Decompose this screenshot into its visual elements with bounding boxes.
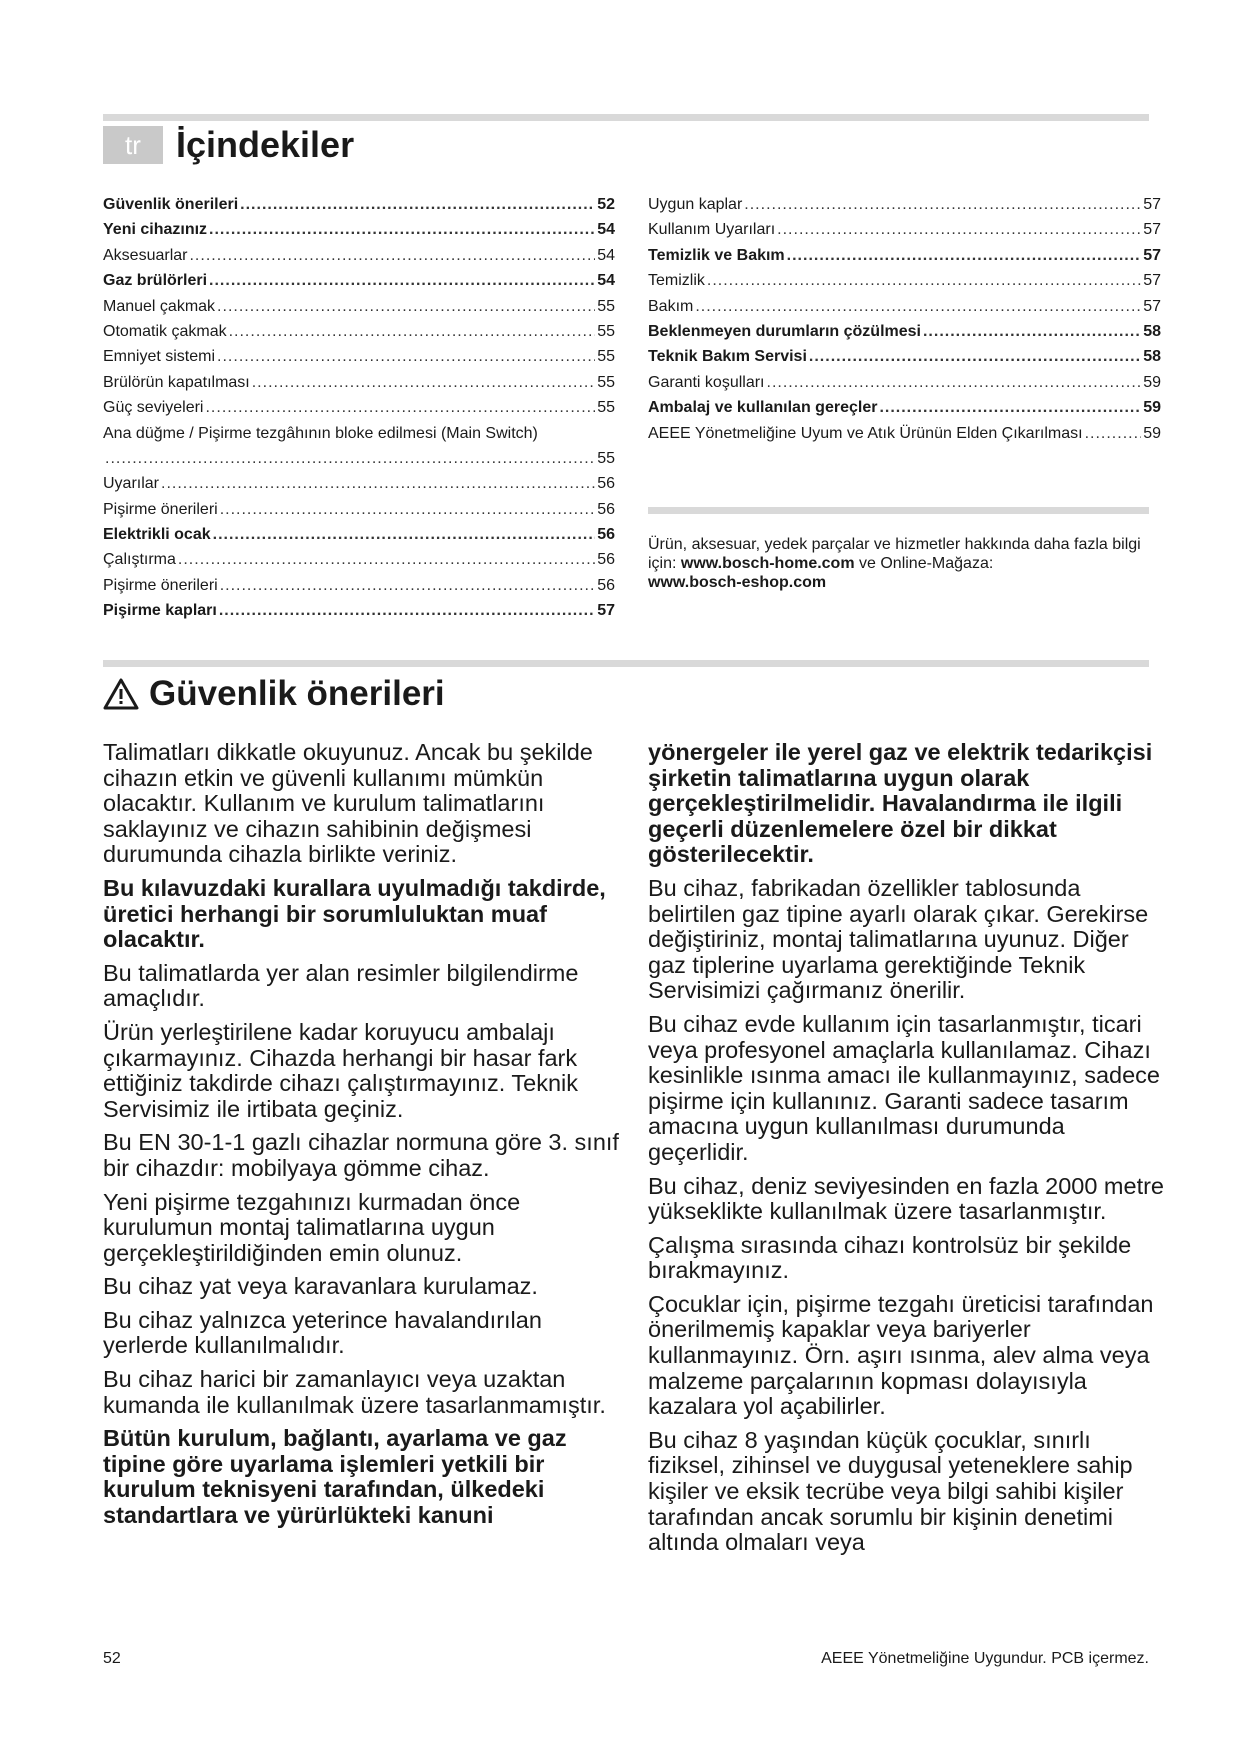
toc-entry-title: Beklenmeyen durumların çözülmesi — [648, 322, 921, 340]
link-bosch-home[interactable]: www.bosch-home.com — [680, 555, 855, 572]
toc-entry-title: Elektrikli ocak — [103, 526, 211, 544]
toc-entry[interactable] — [103, 421, 615, 446]
info-text — [648, 535, 1148, 592]
toc-entry-page: 59 — [1143, 373, 1161, 391]
toc-entry[interactable] — [103, 243, 615, 268]
toc-entry[interactable] — [648, 421, 1161, 446]
safety-right-column — [648, 740, 1168, 1564]
toc-leader — [213, 522, 596, 547]
toc-entry-title: Gaz brülörleri — [103, 272, 208, 290]
toc-entry-title: Garanti koşulları — [648, 373, 765, 391]
toc-entry-title: Uyarılar — [103, 475, 160, 493]
toc-leader — [879, 395, 1141, 420]
toc-leader — [744, 192, 1141, 217]
toc-leader — [695, 294, 1141, 319]
section-rule — [103, 660, 1149, 667]
toc-leader — [209, 217, 595, 242]
toc-leader — [161, 471, 595, 496]
toc-entry-page: 56 — [597, 475, 615, 493]
section-title-text: Güvenlik önerileri — [149, 674, 445, 713]
toc-entry[interactable] — [103, 217, 615, 242]
info-text-2: ve Online-Mağaza: — [854, 555, 994, 572]
safety-paragraph: Bu cihaz harici bir zamanlayıcı veya uzaktan kumanda ile kullanılmak üzere tasarlanmamıştır. — [103, 1366, 606, 1418]
toc-entry-title: Ana düğme / Pişirme tezgâhının bloke edilmesi (Main Switch) — [103, 424, 538, 442]
toc-leader — [252, 370, 595, 395]
toc-entry-page: 58 — [1143, 348, 1161, 366]
toc-entry[interactable] — [103, 497, 615, 522]
link-bosch-eshop[interactable]: www.bosch-eshop.com — [648, 574, 827, 591]
toc-entry-page: 52 — [597, 196, 615, 213]
toc-entry-title: Pişirme önerileri — [103, 500, 218, 518]
section-title — [103, 672, 445, 716]
toc-entry[interactable] — [648, 294, 1161, 319]
toc-entry-page: 54 — [597, 221, 615, 239]
safety-paragraph: Ürün yerleştirilene kadar koruyucu ambalajı çıkarmayınız. Cihazda herhangi bir hasar fark ettiğiniz takdirde cihazı çalıştırmayınız. Teknik Servisimiz ile irtibata geçiniz. — [103, 1018, 578, 1122]
toc-entry-page: 55 — [597, 322, 615, 340]
toc-entry[interactable] — [103, 319, 615, 344]
toc-entry[interactable] — [103, 522, 615, 547]
toc-leader — [205, 395, 595, 420]
toc-entry[interactable] — [648, 395, 1161, 420]
toc-entry-page: 55 — [597, 348, 615, 366]
toc-entry-page: 57 — [1143, 297, 1161, 315]
toc-leader — [219, 598, 595, 623]
toc-leader — [923, 319, 1141, 344]
toc-entry[interactable] — [648, 319, 1161, 344]
toc-entry-page: 57 — [597, 602, 615, 620]
safety-paragraph: Bu cihaz yat veya karavanlara kurulamaz. — [103, 1273, 538, 1300]
top-rule — [103, 114, 1149, 121]
safety-paragraph: Bu talimatlarda yer alan resimler bilgilendirme amaçlıdır. — [103, 959, 579, 1012]
safety-paragraph: Bu cihaz 8 yaşından küçük çocuklar, sınırlı fiziksel, zihinsel ve duygusal yeteneklere sahip kişiler ve eksik tecrübe veya bilgi sahibi kişiler tarafından ancak sorumlu bir kişinin denetimi altında olmaları veya — [648, 1426, 1133, 1556]
toc-entry-page: 57 — [1143, 272, 1161, 290]
toc-entry[interactable] — [103, 395, 615, 420]
toc-leader — [240, 192, 595, 217]
safety-paragraph: Bu kılavuzdaki kurallara uyulmadığı takdirde, üretici herhangi bir sorumluluktan muaf olacaktır. — [103, 874, 606, 953]
safety-paragraph: Çalışma sırasında cihazı kontrolsüz bir şekilde bırakmayınız. — [648, 1231, 1132, 1284]
toc-entry-title: Temizlik ve Bakım — [648, 246, 785, 264]
toc-entry[interactable] — [648, 243, 1161, 268]
toc-leader — [767, 370, 1142, 395]
toc-leader — [105, 446, 595, 471]
toc-entry-page: 55 — [597, 399, 615, 417]
toc-leader — [209, 268, 595, 293]
toc-leader — [787, 243, 1142, 268]
safety-paragraph: Bu cihaz, deniz seviyesinden en fazla 2000 metre yükseklikte kullanılmak üzere tasarlanmıştır. — [648, 1172, 1165, 1225]
toc-entry-page: 56 — [597, 526, 615, 544]
toc-title: İçindekiler — [176, 124, 355, 165]
safety-paragraph: Bütün kurulum, bağlantı, ayarlama ve gaz tipine göre uyarlama işlemleri yetkili bir kurulum teknisyeni tarafından, ülkedeki standartlara ve yürürlükteki kanuni — [103, 1425, 567, 1529]
page-number: 52 — [103, 1650, 121, 1667]
warning-triangle-icon — [103, 678, 139, 710]
toc-leader — [217, 344, 595, 369]
toc-entry-title: Ambalaj ve kullanılan gereçler — [648, 399, 878, 417]
toc-entry-page: 58 — [1143, 322, 1161, 340]
toc-entry-title: Yeni cihazınız — [103, 221, 208, 239]
info-rule — [648, 507, 1149, 514]
toc-entry-page: 59 — [1143, 399, 1161, 417]
toc-entry[interactable] — [103, 268, 615, 293]
toc-entry[interactable] — [648, 192, 1161, 217]
toc-entry-title: Otomatik çakmak — [103, 322, 227, 340]
toc-leader — [178, 547, 595, 572]
toc-entry-page: 59 — [1143, 424, 1161, 442]
toc-entry-page: 55 — [597, 373, 615, 391]
toc-entry-page: 55 — [597, 297, 615, 315]
toc-entry[interactable] — [103, 370, 615, 395]
toc-entry-title: Pişirme kapları — [103, 602, 217, 620]
toc-entry-page: 55 — [597, 449, 615, 467]
toc-left-list — [103, 192, 615, 624]
toc-entry-title: Brülörün kapatılması — [103, 373, 250, 391]
toc-entry[interactable] — [103, 192, 615, 217]
toc-leader — [707, 268, 1141, 293]
toc-entry-title: Uygun kaplar — [648, 196, 743, 213]
safety-paragraph: yönergeler ile yerel gaz ve elektrik tedarikçisi şirketin talimatlarına uygun olarak gerçekleştirilmelidir. Havalandırma ile ilgili geçerli düzenlemelere özel bir dikkat gösterilecektir. — [648, 739, 1153, 868]
toc-leader — [1085, 421, 1142, 446]
toc-entry[interactable] — [648, 370, 1161, 395]
toc-entry-title: Bakım — [648, 297, 694, 315]
toc-leader — [189, 243, 595, 268]
toc-leader — [229, 319, 596, 344]
safety-paragraph: Çocuklar için, pişirme tezgahı üreticisi tarafından önerilmemiş kapaklar veya bariyerler kullanmayınız. Örn. aşırı ısınma, alev alma veya malzeme parçalarının kopması dolayısıyla kazalara yol açabilirler. — [648, 1290, 1154, 1420]
toc-right-list — [648, 192, 1161, 446]
safety-paragraph: Talimatları dikkatle okuyunuz. Ancak bu şekilde cihazın etkin ve güvenli kullanımı mümkün olacaktır. Kullanım ve kurulum talimatlarını saklayınız ve cihazın sahibinin değişmesi durumunda cihazla birlikte veriniz. — [103, 739, 593, 868]
safety-paragraph: Bu cihaz, fabrikadan özellikler tablosunda belirtilen gaz tipine ayarlı olarak çıkar. Gerekirse değiştiriniz, montaj talimatlarına uyunuz. Diğer gaz tiplerine uyarlama gerektiğinde Teknik Servisimizi çağırmanız önerilir. — [648, 874, 1149, 1004]
toc-entry-title: AEEE Yönetmeliğine Uyum ve Atık Ürünün Elden Çıkarılması — [648, 424, 1083, 442]
toc-entry[interactable] — [648, 217, 1161, 242]
toc-entry[interactable] — [103, 344, 615, 369]
toc-entry-title: Teknik Bakım Servisi — [648, 348, 807, 366]
toc-entry-page: 56 — [597, 500, 615, 518]
toc-entry-title: Güç seviyeleri — [103, 399, 204, 417]
safety-paragraph: Bu EN 30-1-1 gazlı cihazlar normuna göre 3. sınıf bir cihazdır: mobilyaya gömme cihaz. — [103, 1129, 619, 1181]
toc-entry-page: 57 — [1143, 221, 1161, 239]
toc-entry-title: Çalıştırma — [103, 551, 176, 569]
toc-entry[interactable] — [648, 268, 1161, 293]
safety-left-column — [103, 740, 623, 1537]
toc-entry-title: Temizlik — [648, 272, 705, 290]
toc-entry-page: 56 — [597, 551, 615, 569]
toc-entry[interactable] — [103, 598, 615, 623]
toc-entry-page: 54 — [597, 246, 615, 264]
language-tab: tr — [103, 126, 163, 164]
toc-entry-title: Güvenlik önerileri — [103, 196, 239, 213]
toc-leader — [217, 294, 595, 319]
toc-leader — [777, 217, 1141, 242]
toc-entry-title: Pişirme önerileri — [103, 576, 218, 594]
safety-paragraph: Yeni pişirme tezgahınızı kurmadan önce kurulumun montaj talimatlarına uygun gerçekleştirildiğinden emin olunuz. — [103, 1188, 521, 1266]
footer-note: AEEE Yönetmeliğine Uygundur. PCB içermez. — [821, 1650, 1149, 1667]
toc-entry[interactable] — [648, 344, 1161, 369]
toc-entry[interactable] — [103, 547, 615, 572]
toc-leader — [809, 344, 1141, 369]
toc-entry-title: Kullanım Uyarıları — [648, 221, 776, 239]
toc-entry-continuation[interactable] — [103, 446, 615, 471]
toc-entry-title: Manuel çakmak — [103, 297, 216, 315]
toc-entry[interactable] — [103, 471, 615, 496]
toc-entry-page: 57 — [1143, 196, 1161, 213]
toc-entry[interactable] — [103, 294, 615, 319]
toc-entry-page: 57 — [1143, 246, 1161, 264]
toc-entry-title: Emniyet sistemi — [103, 348, 216, 366]
toc-entry-page: 56 — [597, 576, 615, 594]
safety-paragraph: Bu cihaz evde kullanım için tasarlanmıştır, ticari veya profesyonel amaçlarla kullanılamaz. Cihazı kesinlikle ısınma amacı ile kullanmayınız, sadece pişirme için kullanınız. Garanti sadece tasarım amacına uygun kullanılması durumunda geçerlidir. — [648, 1010, 1160, 1165]
info-text-1: Ürün, aksesuar, yedek parçalar ve hizmetler hakkında daha fazla bilgi için: — [648, 536, 1141, 572]
toc-leader — [220, 573, 596, 598]
toc-entry-page: 54 — [597, 272, 615, 290]
toc-leader — [220, 497, 596, 522]
toc-entry[interactable] — [103, 573, 615, 598]
toc-entry-title: Aksesuarlar — [103, 246, 188, 264]
safety-paragraph: Bu cihaz yalnızca yeterince havalandırılan yerlerde kullanılmalıdır. — [103, 1306, 542, 1359]
